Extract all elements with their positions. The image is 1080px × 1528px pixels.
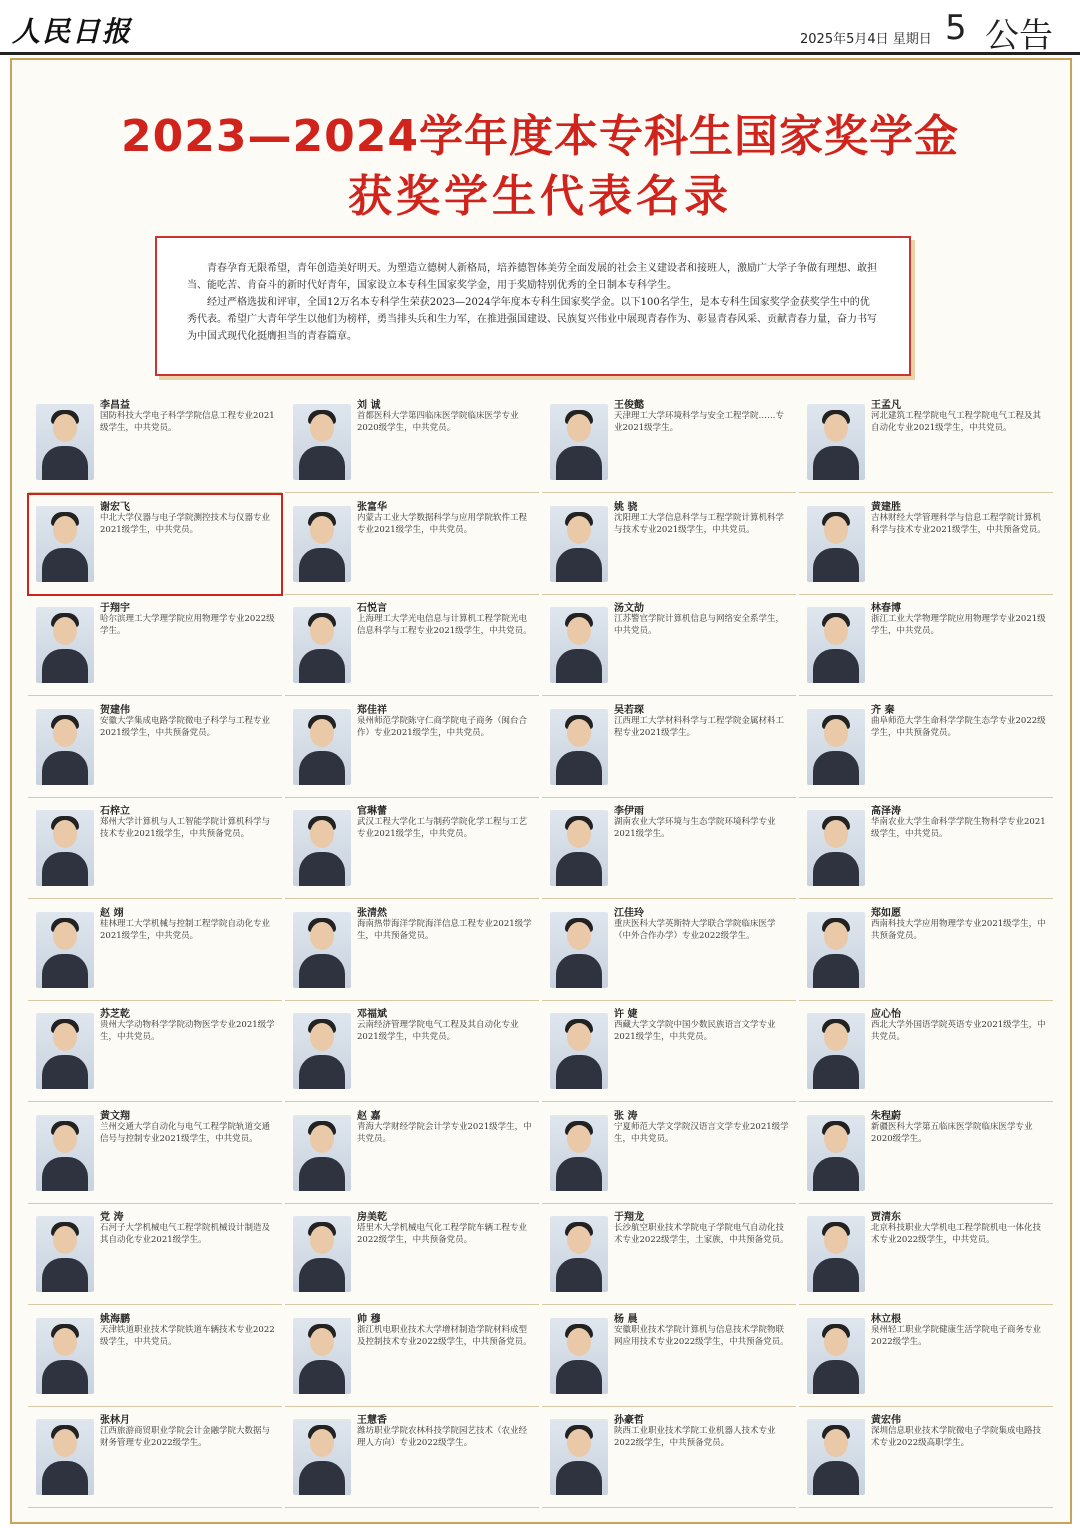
student-card bbox=[285, 392, 539, 493]
student-description: 江西旅游商贸职业学院会计金融学院大数据与财务管理专业2022级学生。 bbox=[100, 1426, 271, 1448]
student-photo bbox=[550, 1419, 608, 1495]
student-name: 李昌益 bbox=[100, 400, 130, 411]
issue-date: 2025年5月4日 星期日 bbox=[800, 32, 932, 47]
student-description: 国防科技大学电子科学学院信息工程专业2021级学生，中共党员。 bbox=[100, 411, 275, 433]
student-name: 江佳玲 bbox=[614, 907, 644, 919]
student-description: 兰州交通大学自动化与电气工程学院轨道交通信号与控制专业2021级学生，中共党员。 bbox=[100, 1121, 271, 1144]
student-card bbox=[542, 900, 796, 1001]
student-description: 石河子大学机械电气工程学院机械设计制造及其自动化专业2021级学生。 bbox=[100, 1223, 271, 1245]
student-name: 汤文劼 bbox=[614, 603, 644, 614]
student-description: 西藏大学文学院中国少数民族语言文学专业2021级学生，中共党员。 bbox=[614, 1020, 776, 1042]
student-card bbox=[285, 1306, 539, 1407]
student-photo bbox=[36, 1115, 94, 1191]
student-name: 石梓立 bbox=[100, 806, 130, 817]
student-name: 林春博 bbox=[871, 603, 901, 614]
student-card bbox=[285, 1204, 539, 1305]
student-photo bbox=[36, 810, 94, 886]
student-card bbox=[285, 1407, 539, 1508]
student-photo bbox=[36, 1419, 94, 1495]
student-name: 李伊雨 bbox=[614, 806, 644, 817]
student-card bbox=[285, 494, 539, 595]
student-description: 潍坊职业学院农林科技学院园艺技术（农业经理人方向）专业2022级学生。 bbox=[357, 1426, 528, 1448]
student-photo bbox=[550, 912, 608, 988]
student-name: 许 婕 bbox=[614, 1009, 638, 1020]
student-card bbox=[28, 1306, 282, 1407]
student-card bbox=[285, 798, 539, 899]
student-name: 贺建伟 bbox=[100, 704, 130, 716]
student-photo bbox=[550, 810, 608, 886]
student-card bbox=[28, 900, 282, 1001]
student-card bbox=[799, 494, 1053, 595]
student-card bbox=[542, 1306, 796, 1407]
student-description: 湖南农业大学环境与生态学院环境科学专业2021级学生。 bbox=[614, 817, 776, 839]
intro-paragraph-1: 青春孕育无限希望，青年创造美好明天。为塑造立德树人新格局，培养德智体美劳全面发展的社会主义建设者和接班人，激励广大学子争做有理想、敢担当、能吃苦、肯奋斗的新时代好青年，国家设立本专科生国家奖学金，用于奖励特别优秀的全日制本专科学生。 bbox=[187, 263, 877, 291]
student-photo bbox=[807, 1216, 865, 1292]
student-card bbox=[285, 900, 539, 1001]
page-title-line1: 2023—2024学年度本专科生国家奖学金 bbox=[121, 111, 959, 162]
student-photo bbox=[293, 506, 351, 582]
student-name: 郑如愿 bbox=[871, 907, 901, 919]
student-name: 党 涛 bbox=[100, 1212, 124, 1223]
student-description: 天津理工大学环境科学与安全工程学院……专业2021级学生。 bbox=[614, 411, 785, 433]
student-card bbox=[799, 1204, 1053, 1305]
student-card bbox=[542, 494, 796, 595]
student-name: 于翔龙 bbox=[614, 1212, 644, 1223]
student-card bbox=[28, 1204, 282, 1305]
section-label: 公告 bbox=[985, 16, 1053, 56]
student-description: 西北大学外国语学院英语专业2021级学生，中共党员。 bbox=[871, 1020, 1046, 1042]
student-card bbox=[285, 595, 539, 696]
student-name: 应心怡 bbox=[871, 1009, 901, 1020]
student-name: 官琳蕾 bbox=[357, 806, 387, 817]
student-name: 赵 翊 bbox=[100, 907, 124, 919]
student-description: 泉州师范学院陈守仁商学院电子商务（闽台合作）专业2021级学生，中共党员。 bbox=[357, 715, 528, 738]
student-card bbox=[542, 392, 796, 493]
student-card bbox=[542, 1001, 796, 1102]
student-name: 林立根 bbox=[871, 1313, 901, 1325]
student-name: 帅 穆 bbox=[357, 1313, 381, 1325]
student-photo bbox=[293, 1419, 351, 1495]
student-photo bbox=[807, 1419, 865, 1495]
student-photo bbox=[807, 404, 865, 480]
student-name: 石悦言 bbox=[357, 603, 387, 614]
page-number: 5 bbox=[945, 8, 967, 48]
student-description: 西南科技大学应用物理学专业2021级学生，中共预备党员。 bbox=[871, 918, 1046, 941]
student-description: 桂林理工大学机械与控制工程学院自动化专业2021级学生，中共党员。 bbox=[100, 918, 271, 941]
student-card bbox=[542, 1204, 796, 1305]
student-photo bbox=[550, 1216, 608, 1292]
student-name: 张富华 bbox=[357, 501, 387, 513]
student-card bbox=[542, 595, 796, 696]
student-photo bbox=[807, 709, 865, 785]
student-card bbox=[28, 798, 282, 899]
student-name: 黄文翔 bbox=[100, 1110, 130, 1122]
student-name: 齐 秦 bbox=[871, 704, 895, 716]
student-photo bbox=[293, 607, 351, 683]
student-description: 安徽职业技术学院计算机与信息技术学院物联网应用技术专业2022级学生，中共预备党员。 bbox=[614, 1324, 789, 1347]
student-description: 云南经济管理学院电气工程及其自动化专业2021级学生，中共党员。 bbox=[357, 1020, 519, 1042]
student-description: 北京科技职业大学机电工程学院机电一体化技术专业2022级学生，中共党员。 bbox=[871, 1223, 1042, 1245]
student-description: 武汉工程大学化工与制药学院化学工程与工艺专业2021级学生，中共党员。 bbox=[357, 817, 528, 839]
student-description: 贵州大学动物科学学院动物医学专业2021级学生，中共党员。 bbox=[100, 1020, 275, 1042]
student-photo bbox=[293, 404, 351, 480]
student-name: 房美乾 bbox=[357, 1212, 387, 1223]
student-name: 朱程蔚 bbox=[871, 1110, 901, 1122]
student-name: 黄建胜 bbox=[871, 501, 901, 513]
student-description: 浙江工业大学物理学院应用物理学专业2021级学生，中共党员。 bbox=[871, 614, 1046, 636]
student-photo bbox=[550, 404, 608, 480]
student-photo bbox=[807, 607, 865, 683]
student-name: 高泽涛 bbox=[871, 806, 901, 817]
student-photo bbox=[550, 1013, 608, 1089]
student-description: 长沙航空职业技术学院电子学院电气自动化技术专业2022级学生，土家族，中共预备党员。 bbox=[614, 1223, 789, 1245]
student-card bbox=[285, 1001, 539, 1102]
student-name: 赵 嘉 bbox=[357, 1110, 381, 1122]
intro-box bbox=[155, 236, 911, 376]
student-description: 安徽大学集成电路学院微电子科学与工程专业2021级学生，中共预备党员。 bbox=[100, 715, 271, 738]
student-description: 吉林财经大学管理科学与信息工程学院计算机科学与技术专业2021级学生，中共预备党员。 bbox=[871, 512, 1046, 535]
student-card bbox=[799, 798, 1053, 899]
student-card bbox=[799, 900, 1053, 1001]
student-description: 中北大学仪器与电子学院测控技术与仪器专业2021级学生，中共党员。 bbox=[100, 512, 271, 535]
student-card bbox=[28, 1407, 282, 1508]
student-description: 深圳信息职业技术学院微电子学院集成电路技术专业2022级高职学生。 bbox=[871, 1426, 1042, 1448]
student-card bbox=[28, 697, 282, 798]
student-description: 塔里木大学机械电气化工程学院车辆工程专业2022级学生，中共预备党员。 bbox=[357, 1223, 528, 1245]
student-photo bbox=[293, 912, 351, 988]
student-name: 王俊懿 bbox=[614, 400, 644, 411]
student-description: 江苏警官学院计算机信息与网络安全系学生，中共党员。 bbox=[614, 614, 785, 636]
student-name: 姚海鹏 bbox=[100, 1313, 130, 1325]
student-description: 新疆医科大学第五临床医学院临床医学专业2020级学生。 bbox=[871, 1121, 1033, 1144]
student-card bbox=[542, 798, 796, 899]
newspaper-logo: 人民日报 bbox=[12, 15, 133, 48]
student-card bbox=[28, 392, 282, 493]
student-name: 邓福斌 bbox=[357, 1009, 387, 1020]
student-name: 张林月 bbox=[100, 1415, 130, 1426]
student-card bbox=[28, 1001, 282, 1102]
student-photo bbox=[807, 506, 865, 582]
student-photo bbox=[293, 1115, 351, 1191]
student-photo bbox=[807, 1318, 865, 1394]
student-description: 首都医科大学第四临床医学院临床医学专业2020级学生，中共党员。 bbox=[357, 411, 519, 433]
student-card bbox=[285, 697, 539, 798]
student-photo bbox=[550, 709, 608, 785]
student-description: 青海大学财经学院会计学专业2021级学生，中共党员。 bbox=[357, 1121, 532, 1144]
student-description: 沈阳理工大学信息科学与工程学院计算机科学与技术专业2021级学生，中共党员。 bbox=[614, 512, 785, 535]
student-description: 郑州大学计算机与人工智能学院计算机科学与技术专业2021级学生，中共预备党员。 bbox=[100, 817, 271, 839]
student-description: 华南农业大学生命科学学院生物科学专业2021级学生，中共党员。 bbox=[871, 817, 1046, 839]
student-name: 郑佳祥 bbox=[357, 704, 387, 716]
student-name: 王慧香 bbox=[357, 1415, 387, 1426]
masthead bbox=[0, 0, 1080, 55]
student-photo bbox=[36, 1318, 94, 1394]
student-card bbox=[28, 595, 282, 696]
student-photo bbox=[36, 1216, 94, 1292]
student-description: 哈尔滨理工大学理学院应用物理学专业2022级学生。 bbox=[100, 614, 275, 636]
student-description: 重庆医科大学英斯特大学联合学院临床医学（中外合作办学）专业2022级学生。 bbox=[614, 918, 776, 941]
student-photo bbox=[807, 810, 865, 886]
student-card bbox=[799, 595, 1053, 696]
student-photo bbox=[36, 404, 94, 480]
student-name: 姚 骁 bbox=[614, 501, 638, 513]
student-name: 孙豪哲 bbox=[614, 1415, 644, 1426]
student-card bbox=[799, 697, 1053, 798]
student-card bbox=[28, 1103, 282, 1204]
student-photo bbox=[293, 1318, 351, 1394]
student-description: 江西理工大学材料科学与工程学院金属材料工程专业2021级学生。 bbox=[614, 715, 785, 738]
page-title-line2: 获奖学生代表名录 bbox=[348, 171, 732, 222]
student-description: 浙江机电职业技术大学增材制造学院材料成型及控制技术专业2022级学生，中共预备党员。 bbox=[357, 1324, 532, 1347]
student-card bbox=[542, 697, 796, 798]
student-photo bbox=[293, 810, 351, 886]
student-photo bbox=[36, 912, 94, 988]
student-photo bbox=[550, 1318, 608, 1394]
student-name: 黄宏伟 bbox=[871, 1415, 901, 1426]
student-card bbox=[799, 1306, 1053, 1407]
student-card bbox=[799, 392, 1053, 493]
student-card bbox=[799, 1103, 1053, 1204]
student-name: 于翔宇 bbox=[100, 603, 130, 614]
student-description: 河北建筑工程学院电气工程学院电气工程及其自动化专业2021级学生，中共党员。 bbox=[871, 411, 1042, 433]
student-description: 海南热带海洋学院海洋信息工程专业2021级学生，中共预备党员。 bbox=[357, 918, 532, 941]
student-photo bbox=[293, 1216, 351, 1292]
student-photo bbox=[807, 1115, 865, 1191]
student-name: 苏芝乾 bbox=[100, 1009, 130, 1020]
student-card bbox=[28, 494, 282, 595]
student-photo bbox=[550, 506, 608, 582]
student-photo bbox=[36, 607, 94, 683]
student-photo bbox=[36, 506, 94, 582]
student-photo bbox=[807, 1013, 865, 1089]
student-name: 杨 晨 bbox=[614, 1313, 638, 1325]
student-name: 王孟凡 bbox=[871, 400, 901, 411]
student-description: 泉州轻工职业学院健康生活学院电子商务专业2022级学生。 bbox=[871, 1324, 1042, 1347]
student-name: 谢宏飞 bbox=[100, 501, 130, 513]
student-photo bbox=[550, 607, 608, 683]
student-name: 张 涛 bbox=[614, 1110, 638, 1122]
intro-paragraph-2: 经过严格选拔和评审，全国12万名本专科学生荣获2023—2024学年度本专科生国家奖学金。以下100名学生，是本专科生国家奖学金获奖学生中的优秀代表。希望广大青年学生以他们为榜样，勇当排头兵和生力军，在推进强国建设、民族复兴伟业中展现青春作为、彰显青春风采、贡献青春力量，奋力书写为中国式现代化挺膺担当的青春篇章。 bbox=[187, 297, 877, 342]
student-description: 陕西工业职业技术学院工业机器人技术专业2022级学生，中共预备党员。 bbox=[614, 1426, 776, 1448]
student-description: 上海理工大学光电信息与计算机工程学院光电信息科学与工程专业2021级学生，中共党员。 bbox=[357, 614, 532, 636]
student-photo bbox=[36, 709, 94, 785]
student-card bbox=[542, 1103, 796, 1204]
student-photo bbox=[807, 912, 865, 988]
student-photo bbox=[293, 709, 351, 785]
student-name: 刘 诚 bbox=[357, 400, 381, 411]
student-name: 张清然 bbox=[357, 907, 387, 919]
student-card bbox=[799, 1407, 1053, 1508]
student-photo bbox=[36, 1013, 94, 1089]
student-card bbox=[542, 1407, 796, 1508]
student-name: 贾清东 bbox=[871, 1212, 901, 1223]
student-description: 天津铁道职业技术学院铁道车辆技术专业2022级学生，中共党员。 bbox=[100, 1324, 275, 1347]
student-photo bbox=[550, 1115, 608, 1191]
student-description: 内蒙古工业大学数据科学与应用学院软件工程专业2021级学生，中共党员。 bbox=[357, 512, 528, 535]
student-name: 吴若琛 bbox=[614, 704, 644, 716]
student-description: 曲阜师范大学生命科学学院生态学专业2022级学生，中共预备党员。 bbox=[871, 715, 1046, 738]
student-card bbox=[799, 1001, 1053, 1102]
student-photo bbox=[293, 1013, 351, 1089]
student-card bbox=[285, 1103, 539, 1204]
student-description: 宁夏师范大学文学院汉语言文学专业2021级学生，中共党员。 bbox=[614, 1121, 789, 1144]
